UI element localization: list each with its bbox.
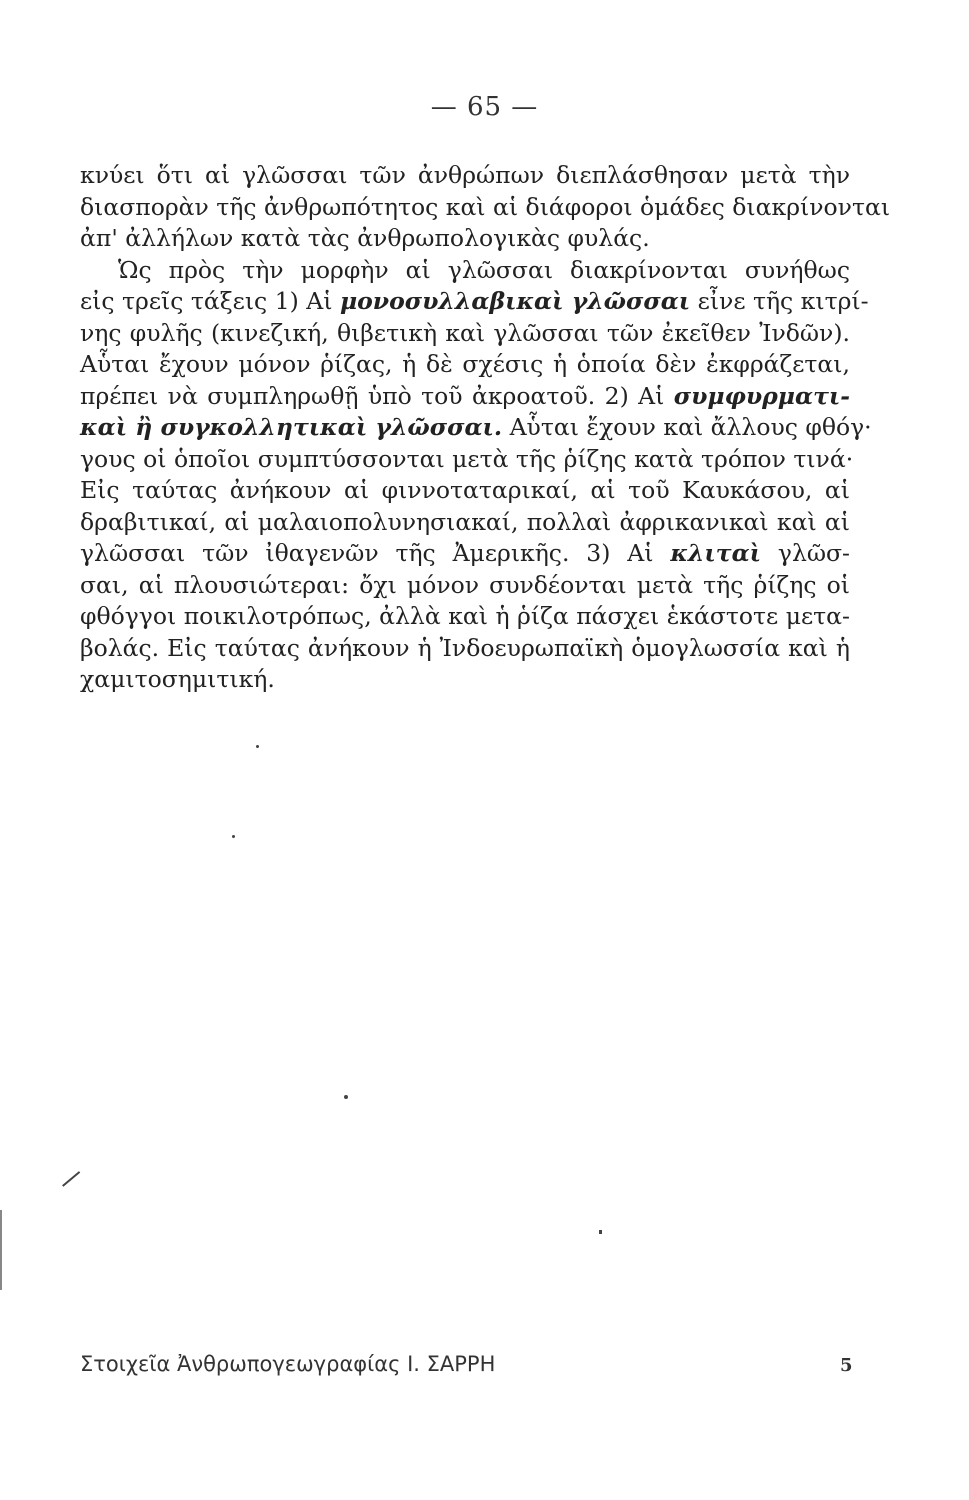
- scan-speck: [256, 745, 259, 748]
- text-line: δραβιτικαί, αἱ μαλαιοπολυνησιακαί, πολλαὶ ἀφρικανικαὶ καὶ αἱ: [80, 507, 850, 536]
- footer-book-title: Στοιχεῖα Ἀνθρωπογεωγραφίας Ι. ΣΑΡΡΗ: [80, 1352, 496, 1376]
- emphasis-term: καὶ ἢ συγκολλητικαὶ γλῶσσαι.: [80, 413, 503, 441]
- text-line: χαμιτοσημιτική.: [80, 665, 275, 693]
- scan-tick: [62, 1171, 80, 1186]
- text-span: εἶνε τῆς κιτρί-: [690, 287, 869, 315]
- text-line: Εἰς ταύτας ἀνήκουν αἱ φιννοταταρικαί, αἱ τοῦ Καυκάσου, αἱ: [80, 476, 850, 504]
- text-line: ἀπ' ἀλλήλων κατὰ τὰς ἀνθρωπολογικὰς φυλάς.: [80, 224, 650, 252]
- text-line: σαι, αἱ πλουσιώτεραι: ὄχι μόνον συνδέονται μετὰ τῆς ῥίζης οἱ: [80, 570, 850, 599]
- text-span: γλῶσ-: [761, 539, 850, 567]
- text-line: Ὡς πρὸς τὴν μορφὴν αἱ γλῶσσαι διακρίνονται συνήθως: [118, 255, 850, 284]
- text-span: Αὗται ἔχουν καὶ ἄλλους φθόγ·: [502, 413, 872, 441]
- scan-speck: [344, 1095, 348, 1099]
- text-line: γους οἱ ὁποῖοι συμπτύσσονται μετὰ τῆς ῥίζης κατὰ τρόπον τινά·: [80, 444, 854, 473]
- scan-edge: [0, 1210, 2, 1290]
- emphasis-term: μονοσυλλαβικαὶ γλῶσσαι: [339, 287, 691, 315]
- text-span: εἰς τρεῖς τάξεις 1) Αἱ: [80, 287, 340, 315]
- scan-speck: [599, 1230, 602, 1234]
- text-line: νης φυλῆς (κινεζική, θιβετικὴ καὶ γλῶσσαι τῶν ἐκεῖθεν Ἰνδῶν).: [80, 318, 850, 347]
- page-number: — 65 —: [430, 92, 539, 122]
- scan-speck: [232, 835, 235, 838]
- text-line: διασπορὰν τῆς ἀνθρωπότητος καὶ αἱ διάφοροι ὁμάδες διακρίνονται: [80, 192, 891, 221]
- text-line: κνύει ὅτι αἱ γλῶσσαι τῶν ἀνθρώπων διεπλάσθησαν μετὰ τὴν: [80, 161, 850, 189]
- text-span: γλῶσσαι τῶν ἰθαγενῶν τῆς Ἀμερικῆς. 3) Αἱ: [80, 539, 671, 567]
- emphasis-term: κλιταὶ: [670, 539, 762, 567]
- body-text: [80, 160, 891, 696]
- emphasis-term: συμφυρματι-: [673, 381, 850, 410]
- footer-signature-mark: 5: [840, 1355, 853, 1376]
- text-line: Αὗται ἔχουν μόνον ῥίζας, ἡ δὲ σχέσις ἡ ὁποία δὲν ἐκφράζεται,: [80, 350, 850, 378]
- text-line: [80, 381, 850, 413]
- text-line: φθόγγοι ποικιλοτρόπως, ἀλλὰ καὶ ἡ ῥίζα πάσχει ἑκάστοτε μετα-: [80, 602, 850, 630]
- text-line: [80, 538, 850, 570]
- text-line: [80, 286, 869, 318]
- text-line: βολάς. Εἰς ταύτας ἀνήκουν ἡ Ἰνδοευρωπαϊκὴ ὁμογλωσσία καὶ ἡ: [80, 633, 850, 662]
- text-line: [80, 412, 872, 444]
- text-span: πρέπει νὰ συμπληρωθῇ ὑπὸ τοῦ ἀκροατοῦ. 2) Αἱ: [80, 381, 674, 410]
